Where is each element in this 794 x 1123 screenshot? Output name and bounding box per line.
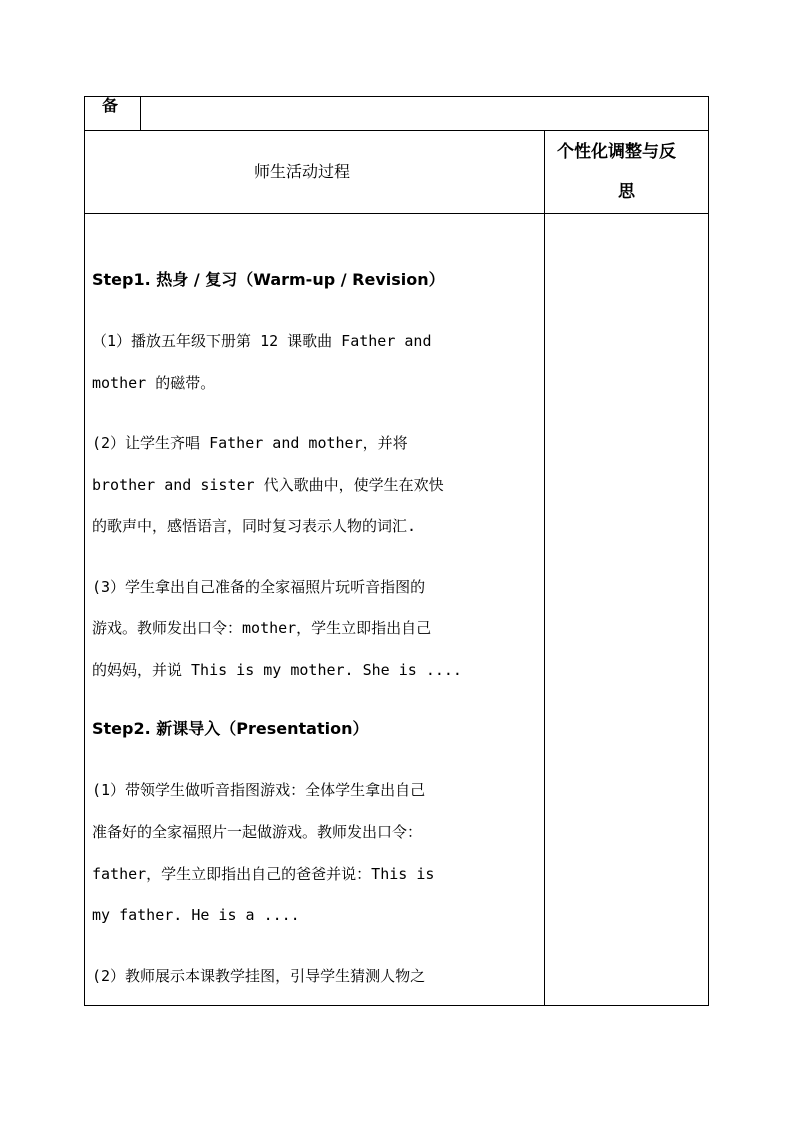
header-left-title: 师生活动过程 <box>254 162 351 181</box>
top-row-divider <box>140 96 141 130</box>
header-bottom-border <box>84 213 709 214</box>
step2-item1-line3: father，学生立即指出自己的爸爸并说：This is <box>92 865 435 883</box>
step1-item3-line3: 的妈妈，并说 This is my mother. She is .... <box>92 661 462 679</box>
step1-item2-line2: brother and sister 代入歌曲中，使学生在欢快 <box>92 476 444 494</box>
step1-item2-line3: 的歌声中，感悟语言，同时复习表示人物的词汇. <box>92 517 417 535</box>
top-row-label: 备 <box>102 96 119 115</box>
column-divider <box>544 130 545 1006</box>
step1-title: Step1. 热身 / 复习（Warm-up / Revision） <box>92 270 445 289</box>
step2-item1-line2: 准备好的全家福照片一起做游戏。教师发出口令： <box>92 823 423 841</box>
header-right-title-line2: 思 <box>618 182 635 202</box>
step2-item2-line1: (2）教师展示本课教学挂图，引导学生猜测人物之 <box>92 967 426 985</box>
header-right-title-line1: 个性化调整与反 <box>557 142 676 162</box>
step2-title: Step2. 新课导入（Presentation） <box>92 719 369 738</box>
top-row-bottom-border <box>84 130 709 131</box>
step1-item1-line1: （1）播放五年级下册第 12 课歌曲 Father and <box>92 332 432 350</box>
step1-item3-line1: (3）学生拿出自己准备的全家福照片玩听音指图的 <box>92 578 426 596</box>
step1-item3-line2: 游戏。教师发出口令：mother，学生立即指出自己 <box>92 619 432 637</box>
step2-item1-line1: (1）带领学生做听音指图游戏：全体学生拿出自己 <box>92 781 426 799</box>
step2-item1-line4: my father. He is a .... <box>92 906 300 924</box>
step1-item2-line1: (2）让学生齐唱 Father and mother，并将 <box>92 434 408 452</box>
step1-item1-line2: mother 的磁带。 <box>92 374 216 392</box>
